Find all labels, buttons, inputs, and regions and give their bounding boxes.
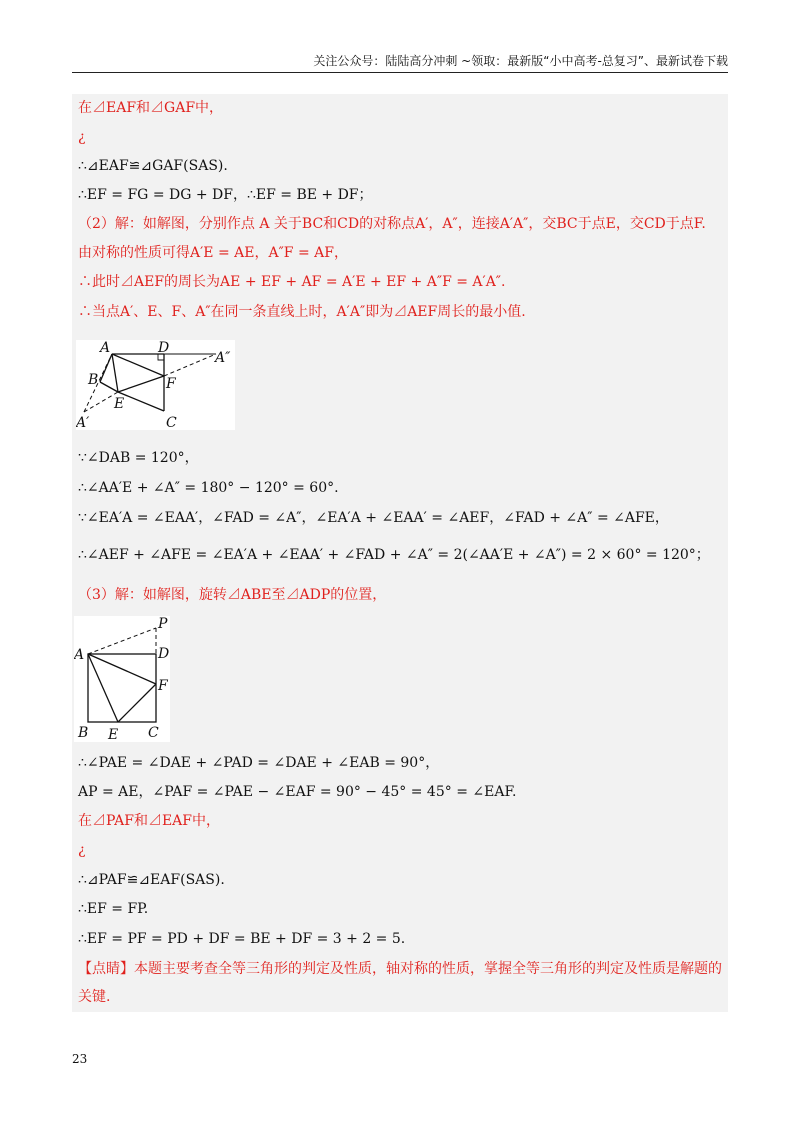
text-line: ∴此时⊿AEF的周长为AE + EF + AF = A′E + EF + A″F = A′A″.	[78, 274, 506, 290]
text-line: ∵∠DAB = 120°，	[78, 450, 199, 466]
text-line: ∴∠AA′E + ∠A″ = 180° − 120° = 60°.	[78, 480, 339, 496]
label-P: P	[158, 616, 168, 632]
text-line: ∴EF = PF = PD + DF = BE + DF = 3 + 2 = 5.	[78, 931, 406, 947]
text-line: （2）解：如解图，分别作点 A 关于BC和CD的对称点A′，A″，连接A′A″，交BC于点E，交CD于点F.	[78, 216, 706, 232]
label-C: C	[148, 725, 159, 741]
text-line: ∴⊿EAF≌⊿GAF(SAS).	[78, 158, 228, 174]
label-F: F	[166, 376, 176, 392]
text-line: ∴EF = FP.	[78, 901, 149, 917]
text-line: ∴∠AEF + ∠AFE = ∠EA′A + ∠EAA′ + ∠FAD + ∠A″ = 2(∠AA′E + ∠A″) = 2 × 60° = 120°；	[78, 547, 710, 563]
text-line: AP = AE，∠PAF = ∠PAE − ∠EAF = 90° − 45° = 45° = ∠EAF.	[78, 784, 517, 800]
text-line: （3）解：如解图，旋转⊿ABE至⊿ADP的位置，	[78, 587, 387, 603]
label-E: E	[108, 727, 119, 742]
page-number: 23	[72, 1052, 88, 1066]
text-line: 关键.	[78, 989, 111, 1005]
figure-rotation-diagram	[74, 616, 170, 742]
figure-reflection-diagram	[76, 340, 235, 430]
label-A: A	[74, 647, 85, 663]
label-D: D	[158, 340, 170, 356]
label-A: A	[100, 340, 111, 356]
text-line: 在⊿EAF和⊿GAF中，	[78, 100, 224, 116]
text-line: ∴⊿PAF≌⊿EAF(SAS).	[78, 872, 225, 888]
text-line: ¿	[78, 129, 86, 145]
text-line: 在⊿PAF和⊿EAF中，	[78, 813, 221, 829]
label-E: E	[114, 396, 125, 412]
text-line: ∴当点A′、E、F、A″在同一条直线上时，A′A″即为⊿AEF周长的最小值.	[78, 304, 526, 320]
label-D: D	[158, 646, 170, 662]
header-rule	[72, 72, 728, 73]
text-line: 【点睛】本题主要考查全等三角形的判定及性质，轴对称的性质，掌握全等三角形的判定及性质是解题的	[78, 961, 722, 977]
text-line: ¿	[78, 842, 86, 858]
text-line: 由对称的性质可得A′E = AE，A″F = AF，	[78, 245, 348, 261]
label-B: B	[88, 372, 99, 388]
solution-content	[72, 94, 728, 1012]
text-line: ∴EF = FG = DG + DF，∴EF = BE + DF；	[78, 187, 373, 203]
page-header: 关注公众号：陆陆高分冲刺 ~领取：最新版“小中高考-总复习”、最新试卷下载	[313, 54, 728, 68]
label-A-prime: A′	[76, 415, 90, 430]
text-line: ∵∠EA′A = ∠EAA′，∠FAD = ∠A″，∠EA′A + ∠EAA′ = ∠AEF，∠FAD + ∠A″ = ∠AFE，	[78, 510, 669, 526]
label-F: F	[158, 678, 168, 694]
label-B: B	[78, 725, 89, 741]
label-C: C	[166, 415, 177, 430]
label-A-double-prime: A″	[215, 350, 231, 366]
text-line: ∴∠PAE = ∠DAE + ∠PAD = ∠DAE + ∠EAB = 90°，	[78, 755, 440, 771]
